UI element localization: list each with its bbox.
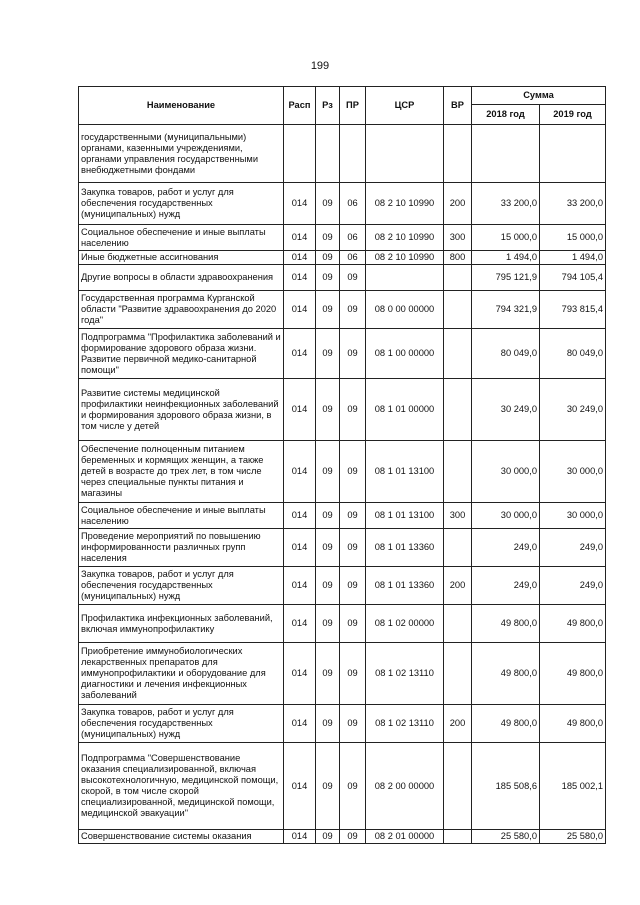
cell-rasp: 014 bbox=[284, 251, 316, 265]
header-pr: ПР bbox=[340, 87, 366, 125]
header-rasp: Расп bbox=[284, 87, 316, 125]
cell-rasp: 014 bbox=[284, 643, 316, 705]
table-row bbox=[79, 183, 606, 225]
cell-rz: 09 bbox=[316, 830, 340, 844]
cell-pr: 09 bbox=[340, 529, 366, 567]
header-sum: Сумма bbox=[472, 87, 606, 105]
cell-rasp: 014 bbox=[284, 183, 316, 225]
cell-y2019: 25 580,0 bbox=[540, 830, 606, 844]
table-row bbox=[79, 265, 606, 291]
cell-name: Подпрограмма "Совершенствование оказания специализированной, включая высокотехнологичную, медицинской помощи, скорой, в том числе скорой специализированной, медицинской помощи, медицинской эвакуации" bbox=[79, 743, 284, 830]
cell-name: Социальное обеспечение и иные выплаты населению bbox=[79, 503, 284, 529]
cell-rz: 09 bbox=[316, 605, 340, 643]
cell-y2018: 30 000,0 bbox=[472, 503, 540, 529]
cell-csr: 08 0 00 00000 bbox=[366, 291, 444, 329]
cell-y2019: 185 002,1 bbox=[540, 743, 606, 830]
table-body bbox=[79, 125, 606, 844]
cell-y2018: 49 800,0 bbox=[472, 643, 540, 705]
cell-csr: 08 1 02 13110 bbox=[366, 643, 444, 705]
table-row bbox=[79, 379, 606, 441]
cell-rz: 09 bbox=[316, 643, 340, 705]
header-row bbox=[79, 87, 606, 105]
cell-y2019: 249,0 bbox=[540, 567, 606, 605]
cell-y2018: 794 321,9 bbox=[472, 291, 540, 329]
cell-name: Развитие системы медицинской профилактики неинфекционных заболеваний и формирования здорового образа жизни, в том числе у детей bbox=[79, 379, 284, 441]
cell-csr: 08 2 01 00000 bbox=[366, 830, 444, 844]
cell-csr: 08 1 00 00000 bbox=[366, 329, 444, 379]
cell-name: Закупка товаров, работ и услуг для обеспечения государственных (муниципальных) нужд bbox=[79, 183, 284, 225]
cell-name: Проведение мероприятий по повышению информированности различных групп населения bbox=[79, 529, 284, 567]
cell-vr: 300 bbox=[444, 503, 472, 529]
cell-y2018: 185 508,6 bbox=[472, 743, 540, 830]
table-row bbox=[79, 125, 606, 183]
cell-y2018: 33 200,0 bbox=[472, 183, 540, 225]
cell-pr: 09 bbox=[340, 605, 366, 643]
cell-pr: 09 bbox=[340, 441, 366, 503]
cell-rz: 09 bbox=[316, 225, 340, 251]
cell-y2019: 1 494,0 bbox=[540, 251, 606, 265]
cell-rz: 09 bbox=[316, 251, 340, 265]
cell-csr: 08 1 01 13360 bbox=[366, 567, 444, 605]
cell-y2019: 793 815,4 bbox=[540, 291, 606, 329]
cell-vr bbox=[444, 830, 472, 844]
cell-y2019: 15 000,0 bbox=[540, 225, 606, 251]
table-row bbox=[79, 743, 606, 830]
cell-rasp bbox=[284, 125, 316, 183]
cell-rasp: 014 bbox=[284, 743, 316, 830]
cell-rz bbox=[316, 125, 340, 183]
cell-pr: 09 bbox=[340, 705, 366, 743]
cell-pr: 09 bbox=[340, 567, 366, 605]
cell-pr: 09 bbox=[340, 643, 366, 705]
cell-y2018: 249,0 bbox=[472, 567, 540, 605]
cell-name: Обеспечение полноценным питанием беременных и кормящих женщин, а также детей в возрасте до трех лет, в том числе через специальные пункты питания и магазины bbox=[79, 441, 284, 503]
cell-pr: 06 bbox=[340, 225, 366, 251]
cell-pr: 09 bbox=[340, 291, 366, 329]
cell-y2018: 15 000,0 bbox=[472, 225, 540, 251]
cell-rasp: 014 bbox=[284, 225, 316, 251]
header-name: Наименование bbox=[79, 87, 284, 125]
table-row bbox=[79, 329, 606, 379]
cell-name: Другие вопросы в области здравоохранения bbox=[79, 265, 284, 291]
header-2019: 2019 год bbox=[540, 105, 606, 125]
table-row bbox=[79, 503, 606, 529]
cell-y2018: 1 494,0 bbox=[472, 251, 540, 265]
cell-y2019: 794 105,4 bbox=[540, 265, 606, 291]
cell-rasp: 014 bbox=[284, 265, 316, 291]
table-row bbox=[79, 830, 606, 844]
cell-name: Закупка товаров, работ и услуг для обеспечения государственных (муниципальных) нужд bbox=[79, 705, 284, 743]
cell-vr bbox=[444, 379, 472, 441]
table-row bbox=[79, 705, 606, 743]
cell-rz: 09 bbox=[316, 265, 340, 291]
cell-csr: 08 1 01 00000 bbox=[366, 379, 444, 441]
cell-pr: 09 bbox=[340, 379, 366, 441]
cell-rz: 09 bbox=[316, 183, 340, 225]
cell-rasp: 014 bbox=[284, 291, 316, 329]
cell-y2018: 25 580,0 bbox=[472, 830, 540, 844]
cell-pr: 06 bbox=[340, 251, 366, 265]
cell-vr: 200 bbox=[444, 705, 472, 743]
cell-csr: 08 1 01 13100 bbox=[366, 503, 444, 529]
cell-rz: 09 bbox=[316, 329, 340, 379]
cell-y2019: 49 800,0 bbox=[540, 705, 606, 743]
cell-pr: 06 bbox=[340, 183, 366, 225]
cell-vr bbox=[444, 529, 472, 567]
cell-rz: 09 bbox=[316, 529, 340, 567]
cell-y2019: 49 800,0 bbox=[540, 605, 606, 643]
page-number: 199 bbox=[310, 60, 330, 72]
cell-vr bbox=[444, 605, 472, 643]
cell-rasp: 014 bbox=[284, 329, 316, 379]
cell-y2018: 49 800,0 bbox=[472, 705, 540, 743]
cell-pr: 09 bbox=[340, 743, 366, 830]
cell-vr bbox=[444, 441, 472, 503]
cell-y2019: 30 000,0 bbox=[540, 441, 606, 503]
cell-y2019: 49 800,0 bbox=[540, 643, 606, 705]
cell-rasp: 014 bbox=[284, 379, 316, 441]
cell-rz: 09 bbox=[316, 705, 340, 743]
cell-name: Государственная программа Курганской области "Развитие здравоохранения до 2020 года" bbox=[79, 291, 284, 329]
cell-rasp: 014 bbox=[284, 529, 316, 567]
cell-rz: 09 bbox=[316, 379, 340, 441]
cell-csr: 08 1 01 13360 bbox=[366, 529, 444, 567]
cell-rz: 09 bbox=[316, 291, 340, 329]
cell-csr: 08 2 10 10990 bbox=[366, 251, 444, 265]
cell-rz: 09 bbox=[316, 743, 340, 830]
cell-vr bbox=[444, 329, 472, 379]
cell-name: Социальное обеспечение и иные выплаты населению bbox=[79, 225, 284, 251]
cell-name: Профилактика инфекционных заболеваний, включая иммунопрофилактику bbox=[79, 605, 284, 643]
cell-name: Совершенствование системы оказания bbox=[79, 830, 284, 844]
cell-y2019 bbox=[540, 125, 606, 183]
cell-y2019: 30 000,0 bbox=[540, 503, 606, 529]
cell-pr: 09 bbox=[340, 830, 366, 844]
cell-csr: 08 2 10 10990 bbox=[366, 183, 444, 225]
cell-vr bbox=[444, 291, 472, 329]
cell-vr bbox=[444, 125, 472, 183]
cell-csr: 08 1 02 00000 bbox=[366, 605, 444, 643]
cell-y2018: 30 249,0 bbox=[472, 379, 540, 441]
cell-pr: 09 bbox=[340, 503, 366, 529]
cell-y2018: 49 800,0 bbox=[472, 605, 540, 643]
header-2018: 2018 год bbox=[472, 105, 540, 125]
cell-rasp: 014 bbox=[284, 705, 316, 743]
table-row bbox=[79, 529, 606, 567]
cell-vr: 300 bbox=[444, 225, 472, 251]
cell-name: Приобретение иммунобиологических лекарственных препаратов для иммунопрофилактики и оборудование для диагностики и лечения инфекционных заболеваний bbox=[79, 643, 284, 705]
cell-vr: 200 bbox=[444, 183, 472, 225]
cell-rz: 09 bbox=[316, 441, 340, 503]
cell-rasp: 014 bbox=[284, 567, 316, 605]
budget-table bbox=[78, 86, 606, 844]
cell-csr: 08 2 00 00000 bbox=[366, 743, 444, 830]
table-row bbox=[79, 643, 606, 705]
cell-csr: 08 1 01 13100 bbox=[366, 441, 444, 503]
header-rz: Рз bbox=[316, 87, 340, 125]
cell-rasp: 014 bbox=[284, 605, 316, 643]
cell-y2019: 33 200,0 bbox=[540, 183, 606, 225]
cell-vr bbox=[444, 265, 472, 291]
cell-vr bbox=[444, 643, 472, 705]
cell-rz: 09 bbox=[316, 567, 340, 605]
cell-y2019: 80 049,0 bbox=[540, 329, 606, 379]
header-vr: ВР bbox=[444, 87, 472, 125]
cell-rasp: 014 bbox=[284, 830, 316, 844]
cell-rasp: 014 bbox=[284, 441, 316, 503]
cell-csr bbox=[366, 125, 444, 183]
cell-name: Закупка товаров, работ и услуг для обеспечения государственных (муниципальных) нужд bbox=[79, 567, 284, 605]
cell-name: Иные бюджетные ассигнования bbox=[79, 251, 284, 265]
cell-name: государственными (муниципальными) органами, казенными учреждениями, органами управления государственными внебюджетными фондами bbox=[79, 125, 284, 183]
cell-csr: 08 1 02 13110 bbox=[366, 705, 444, 743]
cell-vr bbox=[444, 743, 472, 830]
table-row bbox=[79, 441, 606, 503]
table-row bbox=[79, 567, 606, 605]
cell-csr: 08 2 10 10990 bbox=[366, 225, 444, 251]
cell-rz: 09 bbox=[316, 503, 340, 529]
cell-y2018: 249,0 bbox=[472, 529, 540, 567]
cell-y2019: 249,0 bbox=[540, 529, 606, 567]
cell-pr: 09 bbox=[340, 329, 366, 379]
cell-pr bbox=[340, 125, 366, 183]
cell-y2018: 80 049,0 bbox=[472, 329, 540, 379]
header-csr: ЦСР bbox=[366, 87, 444, 125]
table-row bbox=[79, 605, 606, 643]
cell-y2018 bbox=[472, 125, 540, 183]
cell-y2018: 30 000,0 bbox=[472, 441, 540, 503]
cell-vr: 200 bbox=[444, 567, 472, 605]
cell-csr bbox=[366, 265, 444, 291]
table-row bbox=[79, 291, 606, 329]
table-row bbox=[79, 225, 606, 251]
cell-rasp: 014 bbox=[284, 503, 316, 529]
cell-y2019: 30 249,0 bbox=[540, 379, 606, 441]
table-row bbox=[79, 251, 606, 265]
cell-pr: 09 bbox=[340, 265, 366, 291]
cell-y2018: 795 121,9 bbox=[472, 265, 540, 291]
cell-vr: 800 bbox=[444, 251, 472, 265]
cell-name: Подпрограмма "Профилактика заболеваний и формирование здорового образа жизни. Развитие первичной медико-санитарной помощи" bbox=[79, 329, 284, 379]
